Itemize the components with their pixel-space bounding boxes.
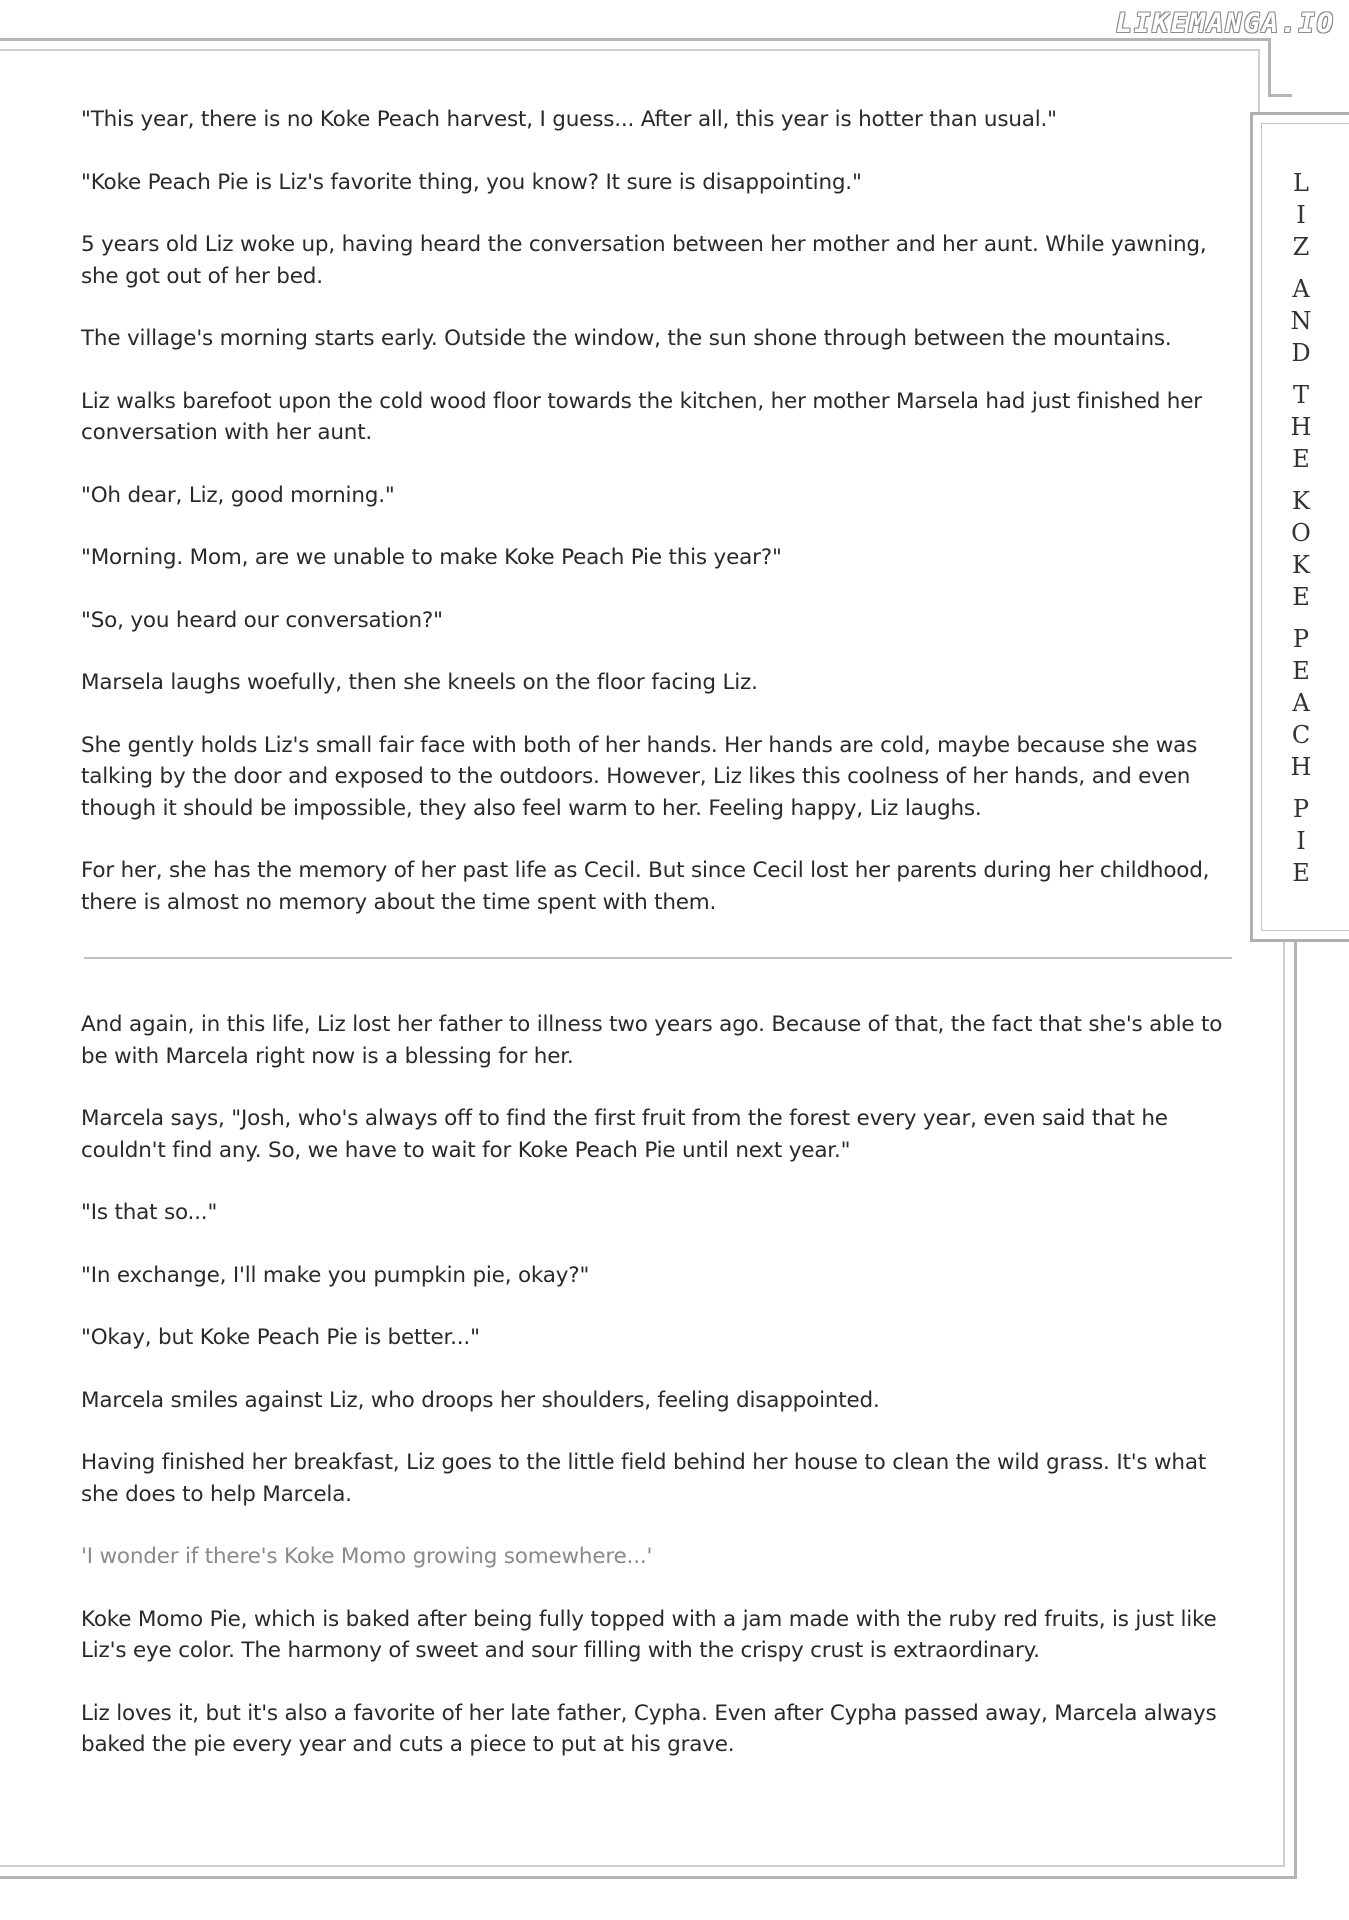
vertical-title-letter: I — [1296, 827, 1306, 855]
vertical-title-word — [1253, 167, 1349, 263]
frame-corner-right-outer — [1268, 38, 1271, 96]
vertical-title-letter: H — [1290, 413, 1312, 441]
vertical-title-letter: P — [1292, 625, 1310, 653]
story-paragraph: Marsela laughs woefully, then she kneels on the floor facing Liz. — [81, 670, 758, 695]
vertical-title-word — [1253, 273, 1349, 369]
vertical-title-letter: L — [1293, 169, 1309, 197]
story-paragraph: The village's morning starts early. Outside the window, the sun shone through between the mountains. — [81, 326, 1172, 351]
vertical-title-letter: A — [1292, 275, 1310, 303]
story-paragraph: "Okay, but Koke Peach Pie is better..." — [81, 1325, 480, 1350]
vertical-title-letter: Z — [1292, 233, 1310, 261]
story-paragraph: She gently holds Liz's small fair face with both of her hands. Her hands are cold, maybe because she was talking by the door and exposed to the outdoors. However, Liz likes this coolness of her hands, and even though it should be impossible, they also feel warm to her. Feeling happy, Liz laughs. — [81, 732, 1198, 821]
frame-corner-right-inner — [1258, 49, 1260, 112]
story-section-1 — [81, 104, 1231, 949]
vertical-title-letter: E — [1292, 445, 1310, 473]
vertical-title-letter: E — [1292, 859, 1310, 887]
vertical-title-letter: A — [1292, 689, 1310, 717]
vertical-title-letter: C — [1291, 721, 1311, 749]
vertical-title-letter: I — [1296, 201, 1306, 229]
frame-top-line-inner — [0, 49, 1258, 51]
story-paragraph: Liz loves it, but it's also a favorite of her late father, Cypha. Even after Cypha passed away, Marcela always baked the pie every year and cuts a piece to put at his grave. — [81, 1700, 1217, 1757]
story-section-2 — [81, 1009, 1231, 1792]
story-paragraph: 5 years old Liz woke up, having heard the conversation between her mother and her aunt. While yawning, she got out of her bed. — [81, 232, 1207, 289]
story-paragraph: "So, you heard our conversation?" — [81, 607, 443, 633]
story-paragraph: 'I wonder if there's Koke Momo growing somewhere...' — [81, 1544, 653, 1569]
vertical-title-word — [1253, 485, 1349, 613]
vertical-title-letter: E — [1292, 583, 1310, 611]
story-paragraph: "Is that so..." — [81, 1200, 218, 1225]
section-divider — [84, 957, 1232, 959]
vertical-title-letter: E — [1292, 657, 1310, 685]
vertical-title-letter: T — [1292, 381, 1309, 409]
story-paragraph: Liz walks barefoot upon the cold wood floor towards the kitchen, her mother Marsela had just finished her conversation with her aunt. — [81, 388, 1202, 445]
vertical-title-box — [1250, 112, 1349, 942]
vertical-title-letter: K — [1292, 551, 1310, 579]
story-paragraph: "This year, there is no Koke Peach harvest, I guess... After all, this year is hotter than usual." — [81, 107, 1057, 132]
story-paragraph: "Oh dear, Liz, good morning." — [81, 482, 395, 508]
vertical-chapter-title — [1253, 167, 1349, 899]
vertical-title-letter: P — [1292, 795, 1310, 823]
vertical-title-letter: O — [1291, 519, 1311, 547]
story-paragraph: "Koke Peach Pie is Liz's favorite thing, you know? It sure is disappointing." — [81, 169, 862, 195]
story-paragraph: Having finished her breakfast, Liz goes to the little field behind her house to clean the wild grass. It's what she does to help Marcela. — [81, 1450, 1207, 1507]
story-paragraph: "Morning. Mom, are we unable to make Koke Peach Pie this year?" — [81, 545, 782, 570]
vertical-title-word — [1253, 623, 1349, 783]
vertical-title-word — [1253, 793, 1349, 889]
vertical-title-word — [1253, 379, 1349, 475]
frame-corner-hook — [1268, 94, 1292, 97]
frame-bottom-line-outer — [0, 1876, 1297, 1879]
frame-top-line-outer — [0, 38, 1268, 41]
story-paragraph: And again, in this life, Liz lost her father to illness two years ago. Because of that, the fact that she's able to be with Marcela right now is a blessing for her. — [81, 1012, 1223, 1069]
vertical-title-letter: N — [1290, 307, 1312, 335]
frame-right-line-inner — [1283, 942, 1285, 1867]
story-paragraph: For her, she has the memory of her past life as Cecil. But since Cecil lost her parents during her childhood, there is almost no memory about the time spent with them. — [81, 858, 1210, 915]
frame-right-line-outer — [1294, 942, 1297, 1878]
vertical-title-letter: H — [1290, 753, 1312, 781]
frame-bottom-line-inner — [0, 1865, 1285, 1867]
story-paragraph: Koke Momo Pie, which is baked after being fully topped with a jam made with the ruby red fruits, is just like Liz's eye color. The harmony of sweet and sour filling with the crispy crust is extraordinary. — [81, 1606, 1217, 1663]
story-paragraph: "In exchange, I'll make you pumpkin pie, okay?" — [81, 1262, 590, 1288]
vertical-title-letter: D — [1291, 339, 1311, 367]
site-watermark: LIKEMANGA.IO — [1115, 8, 1335, 39]
vertical-title-letter: K — [1292, 487, 1310, 515]
story-paragraph: Marcela smiles against Liz, who droops her shoulders, feeling disappointed. — [81, 1387, 880, 1413]
story-paragraph: Marcela says, "Josh, who's always off to find the first fruit from the forest every year, even said that he couldn't find any. So, we have to wait for Koke Peach Pie until next year." — [81, 1106, 1168, 1163]
